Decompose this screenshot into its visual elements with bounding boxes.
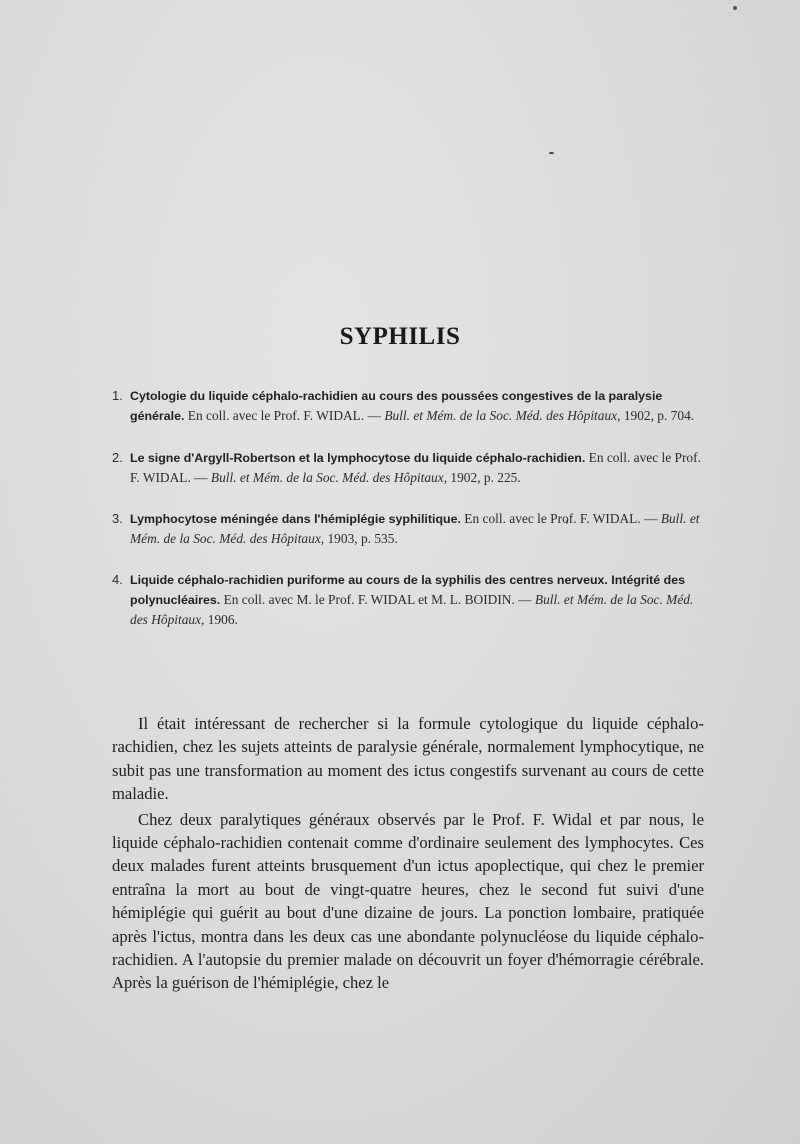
page-speck bbox=[549, 152, 554, 154]
reference-number: 2. bbox=[112, 450, 123, 465]
reference-details: 1906. bbox=[207, 612, 238, 627]
reference-title: Lymphocytose méningée dans l'hémiplégie syphilitique. bbox=[130, 512, 461, 526]
body-text bbox=[112, 712, 704, 997]
reference-collaboration: En coll. avec le Prof. F. WIDAL. — bbox=[464, 511, 658, 526]
reference-source: Bull. et Mém. de la Soc. Méd. des Hôpitaux, bbox=[130, 511, 700, 546]
reference-title: Le signe d'Argyll-Robertson et la lymphocytose du liquide céphalo-rachidien. bbox=[130, 451, 586, 465]
reference-title: Liquide céphalo-rachidien puriforme au cours de la syphilis des centres nerveux. Intégrité des polynucléaires. bbox=[130, 573, 685, 607]
reference-collaboration: En coll. avec le Prof. F. WIDAL. — bbox=[187, 408, 381, 423]
reference-number: 3. bbox=[112, 511, 123, 526]
reference-number: 1. bbox=[112, 388, 123, 403]
reference-details: 1902, p. 704. bbox=[623, 408, 695, 423]
reference-details: 1903, p. 535. bbox=[327, 531, 398, 546]
reference-item bbox=[112, 509, 702, 548]
reference-source: Bull. et Mém. de la Soc. Méd. des Hôpitaux, bbox=[130, 592, 694, 627]
reference-number: 4. bbox=[112, 572, 123, 587]
reference-title: Cytologie du liquide céphalo-rachidien au cours des poussées congestives de la paralysie générale. bbox=[130, 389, 663, 423]
reference-collaboration: En coll. avec M. le Prof. F. WIDAL et M. L. BOIDIN. — bbox=[223, 592, 532, 607]
body-paragraph: Il était intéressant de rechercher si la formule cytologique du liquide céphalo-rachidien, chez les sujets atteints de paralysie générale, normalement lymphocytique, ne subit pas une transformation au moment des ictus congestifs survenant au cours de cette maladie. bbox=[112, 714, 704, 804]
reference-list bbox=[112, 386, 702, 651]
reference-source: Bull. et Mém. de la Soc. Méd. des Hôpitaux, bbox=[210, 470, 448, 485]
page-title: SYPHILIS bbox=[339, 322, 461, 350]
reference-collaboration: En coll. avec le Prof. F. WIDAL. — bbox=[130, 450, 701, 485]
page-speck bbox=[733, 6, 737, 10]
reference-details: 1902, p. 225. bbox=[450, 470, 521, 485]
reference-item bbox=[112, 570, 702, 629]
reference-item bbox=[112, 448, 702, 487]
reference-source: Bull. et Mém. de la Soc. Méd. des Hôpitaux, bbox=[384, 408, 621, 423]
body-paragraph: Chez deux paralytiques généraux observés par le Prof. F. Widal et par nous, le liquide céphalo-rachidien contenait comme d'ordinaire seulement des lymphocytes. Ces deux malades furent atteints brusquement d'un ictus apoplectique, qui chez le premier entraîna la mort au bout de vingt-quatre heures, chez le second fut suivi d'une hémiplégie qui guérit au bout d'une dizaine de jours. La ponction lombaire, pratiquée après l'ictus, montra dans les deux cas une abondante polynucléose du liquide céphalo-rachidien. A l'autopsie du premier malade on découvrit un foyer d'hémorragie cérébrale. Après la guérison de l'hémiplégie, chez le bbox=[112, 809, 704, 993]
reference-item bbox=[112, 386, 702, 426]
